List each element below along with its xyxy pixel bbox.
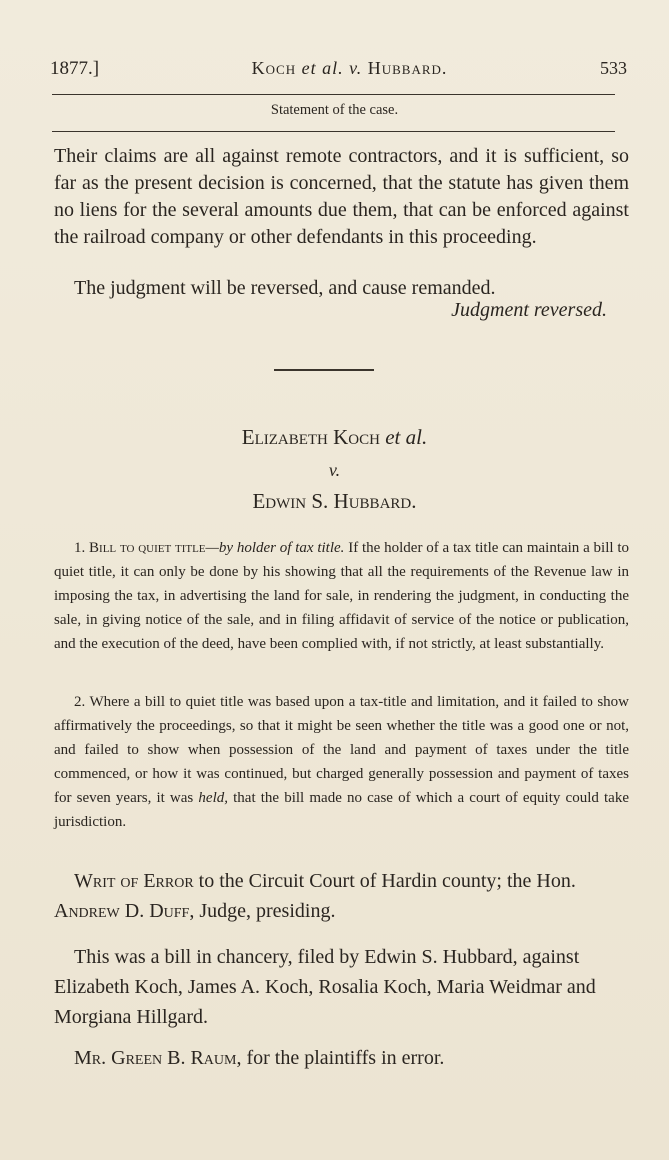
header-case-name-1: Koch [251,58,297,78]
header-year: 1877.] [50,58,100,79]
counsel-role: for the plaintiffs in error. [246,1047,445,1069]
plaintiff-suffix: et al. [385,425,428,449]
counsel [54,1043,629,1073]
header-case-name-3: v. [349,58,363,78]
case-title-plaintiff [0,425,669,450]
case-title-versus: v. [328,460,341,480]
previous-paragraph-1: Their claims are all against remote contractors, and it is sufficient, so far as the present decision is concerned, that the statute has given them no liens for the several amounts due them, that can be enforced against the railroad company or other defendants in this proceeding. [54,145,629,248]
syllabus-1-subtitle: —by holder of tax title. [205,540,345,556]
syllabus-2-text-a: Where a bill to quiet title was based upon a tax-title and limitation, and it failed to show affirmatively the proceedings, so that it might be seen whether the title was a good one or not, and failed to show when possession of the land and payment of taxes under the title commenced, or how it was continued, but charged generally possession and payment of taxes for seven years, it was [54,694,629,806]
syllabus-2-text-b: that the bill made no case of which a court of equity could take jurisdiction. [54,790,629,830]
writ-text-a: to the Circuit Court of Hardin county; the Hon. [198,870,576,892]
syllabus-2-held: held, [198,790,228,806]
plaintiff-name: Elizabeth Koch [241,425,380,449]
disposition: Judgment reversed. [451,299,607,321]
syllabus-1-number: 1. [74,540,86,556]
case-title-defendant: Edwin S. Hubbard. [252,489,417,513]
previous-paragraph-2: The judgment will be reversed, and cause remanded. [74,277,496,299]
section-divider [274,369,374,371]
header-case-name-4: Hubbard. [367,58,448,78]
subheading: Statement of the case. [270,102,399,118]
header-rule [52,94,615,95]
syllabus-1 [54,536,629,656]
header-case-name-2: et al. [301,58,344,78]
subheading-rule [52,131,615,132]
case-statement: This was a bill in chancery, filed by Edwin S. Hubbard, against Elizabeth Koch, James A. Koch, Rosalia Koch, Maria Weidmar and Morgiana Hillgard. [54,946,596,1028]
syllabus-2 [54,690,629,834]
syllabus-1-title: Bill to quiet title [89,540,206,556]
counsel-name: Mr. Green B. Raum, [74,1047,242,1069]
syllabus-1-text: If the holder of a tax title can maintain a bill to quiet title, it can only be done by his showing that all the requirements of the Revenue law in imposing the tax, in advertising the land for sale, in rendering the judgment, in conducting the sale, in giving notice of the sale, and in filing affidavit of service of the notice or publication, and the execution of the deed, have been complied with, if not strictly, at least substantially. [54,540,630,652]
writ-judge: Andrew D. Duff, [54,900,195,922]
writ-of-error [54,866,629,926]
writ-text-b: Judge, presiding. [199,900,336,922]
running-header [50,58,627,80]
header-case-name [252,58,448,79]
syllabus-2-number: 2. [74,694,86,710]
writ-lead: Writ of Error [74,870,194,892]
page-number: 533 [600,58,627,78]
